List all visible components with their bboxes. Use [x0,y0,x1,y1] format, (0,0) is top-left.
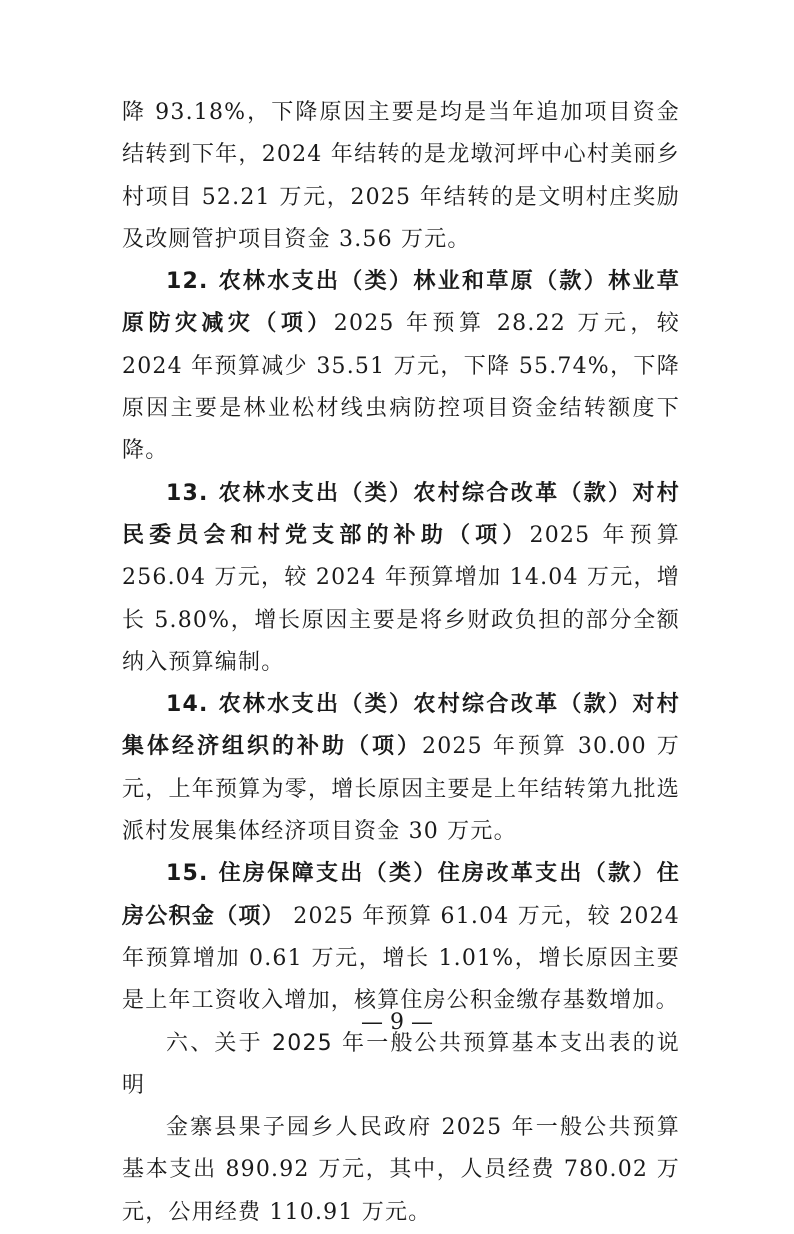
paragraph-item-14 [122,684,680,853]
page-number: — 9 — [361,1010,433,1035]
item-14-title: 14. 农林水支出（类）农村综合改革（款）对村集体经济组织的补助（项） [122,692,680,760]
paragraph-item-13 [122,473,680,684]
paragraph-section-6: 金寨县果子园乡人民政府 2025 年一般公共预算基本支出 890.92 万元，其中，人员经费 780.02 万元，公用经费 110.91 万元。 [122,1115,680,1225]
item-12-title: 12. 农林水支出（类）林业和草原（款）林业草原防灾减灾（项） [122,269,680,337]
item-15-body: 2025 年预算 61.04 万元，较 2024 年预算增加 0.61 万元，增长 1.01%，增长原因主要是上年工资收入增加，核算住房公积金缴存基数增加。 [122,903,680,1014]
paragraph-continuation: 降 93.18%，下降原因主要是均是当年追加项目资金结转到下年，2024 年结转的是龙墩河坪中心村美丽乡村项目 52.21 万元，2025 年结转的是文明村庄奖励及改厕管护项目资金 3.56 万元。 [122,100,680,252]
item-13-title: 13. 农林水支出（类）农村综合改革（款）对村民委员会和村党支部的补助（项） [122,480,680,548]
body-text [122,92,680,1234]
paragraph-item-12 [122,261,680,472]
item-13-body: 2025 年预算 256.04 万元，较 2024 年预算增加 14.04 万元，增长 5.80%，增长原因主要是将乡财政负担的部分全额纳入预算编制。 [122,522,680,675]
item-15-title: 15. 住房保障支出（类）住房改革支出（款）住房公积金（项） [122,861,680,929]
section-6-heading: 六、关于 2025 年一般公共预算基本支出表的说明 [122,1030,680,1098]
item-12-body: 2025 年预算 28.22 万元，较 2024 年预算减少 35.51 万元，下降 55.74%，下降原因主要是林业松材线虫病防控项目资金结转额度下降。 [122,311,681,464]
item-14-body: 2025 年预算 30.00 万元，上年预算为零，增长原因主要是上年结转第九批选派村发展集体经济项目资金 30 万元。 [122,734,680,845]
paragraph-item-15 [122,853,680,1022]
